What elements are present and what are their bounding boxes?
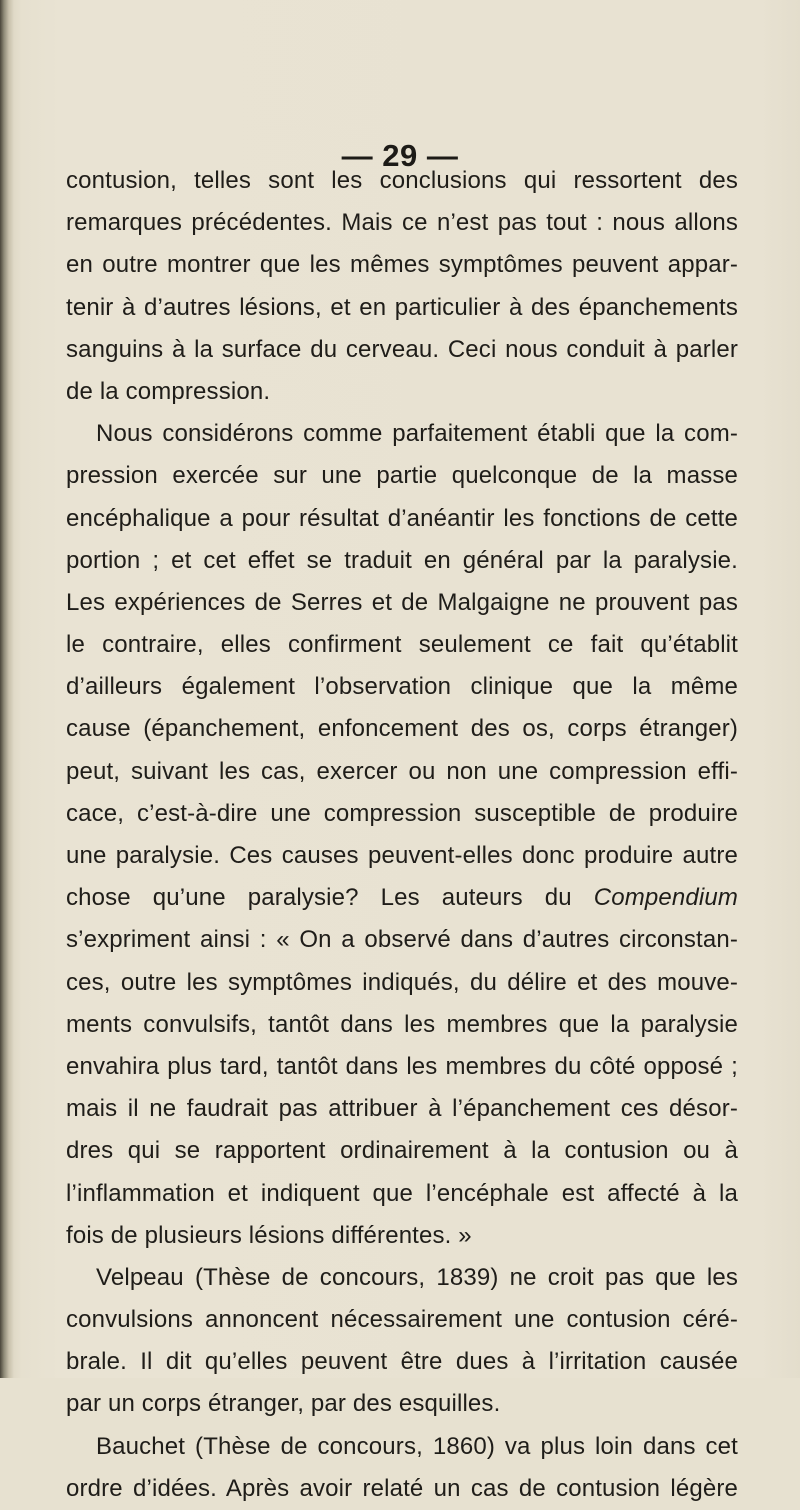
text-line-content: cause (épanchement, enfoncement des os, corps étranger) <box>66 715 738 743</box>
text-line <box>66 1257 738 1299</box>
text-line <box>66 160 738 202</box>
text-line-content: brale. Il dit qu’elles peuvent être dues à l’irritation causée <box>66 1348 738 1376</box>
text-line-content: envahira plus tard, tantôt dans les membres du côté opposé ; <box>66 1052 738 1080</box>
text-line-content: de la compression. <box>66 377 271 405</box>
text-line-content: portion ; et cet effet se traduit en général par la paralysie. <box>66 546 738 574</box>
page-binding-edge <box>0 0 14 1378</box>
text-line <box>66 1088 738 1130</box>
text-line-content: contusion, telles sont les conclusions qui ressortent des <box>66 167 738 194</box>
text-line-content: Velpeau (Thèse de concours, 1839) ne croit pas que les <box>96 1263 738 1291</box>
text-line <box>66 835 738 877</box>
text-line <box>66 708 738 750</box>
italic-title: Compendium <box>593 884 738 912</box>
text-line-content: le contraire, elles confirment seulement ce fait qu’établit <box>66 631 738 659</box>
text-line <box>66 1215 738 1257</box>
text-line <box>66 498 738 540</box>
text-line-content: Nous considérons comme parfaitement établi que la com- <box>96 420 738 448</box>
text-line-content: Bauchet (Thèse de concours, 1860) va plus loin dans cet <box>96 1432 738 1460</box>
text-line <box>66 624 738 666</box>
text-line <box>66 1130 738 1172</box>
text-line-content: par un corps étranger, par des esquilles. <box>66 1390 501 1418</box>
text-line <box>66 1046 738 1088</box>
text-line-content: encéphalique a pour résultat d’anéantir les fonctions de cette <box>66 504 738 532</box>
text-line <box>66 666 738 708</box>
text-line <box>66 962 738 1004</box>
text-line-content: l’inflammation et indiquent que l’encéphale est affecté à la <box>66 1179 738 1207</box>
text-line-content: sanguins à la surface du cerveau. Ceci nous conduit à parler <box>66 335 738 363</box>
text-line-content: ces, outre les symptômes indiqués, du délire et des mouve- <box>66 968 738 996</box>
text-line-content: cace, c’est-à-dire une compression susceptible de produire <box>66 799 738 827</box>
text-line <box>66 1341 738 1383</box>
text-line-content: tenir à d’autres lésions, et en particulier à des épanchements <box>66 293 738 321</box>
page-number: — 29 — <box>341 138 459 173</box>
text-line <box>66 244 738 286</box>
text-line-content: remarques précédentes. Mais ce n’est pas tout : nous allons <box>66 209 738 237</box>
text-line <box>66 202 738 244</box>
text-line-content: dres qui se rapportent ordinairement à la contusion ou à <box>66 1137 738 1165</box>
text-line <box>66 540 738 582</box>
text-line-content: ordre d’idées. Après avoir relaté un cas de contusion légère <box>66 1474 738 1502</box>
text-line <box>66 793 738 835</box>
text-line <box>66 1383 738 1425</box>
text-line-content: chose qu’une paralysie? Les auteurs du <box>66 884 594 912</box>
text-line <box>66 455 738 497</box>
text-line <box>66 751 738 793</box>
body-text <box>66 160 738 1510</box>
text-line <box>66 413 738 455</box>
text-line-content: en outre montrer que les mêmes symptômes peuvent appar- <box>66 251 738 279</box>
text-line <box>66 1173 738 1215</box>
text-line-content: Les expériences de Serres et de Malgaigne ne prouvent pas <box>66 588 738 616</box>
text-line-content: une paralysie. Ces causes peuvent-elles donc produire autre <box>66 842 738 869</box>
text-line-content: peut, suivant les cas, exercer ou non une compression effi- <box>66 757 738 785</box>
text-line <box>66 1004 738 1046</box>
text-line-content: fois de plusieurs lésions différentes. » <box>66 1221 472 1249</box>
text-line <box>66 1299 738 1341</box>
text-line <box>66 1468 738 1510</box>
text-line-content: convulsions annoncent nécessairement une contusion céré- <box>66 1306 738 1334</box>
text-line <box>66 582 738 624</box>
text-line <box>66 919 738 961</box>
text-line-content: d’ailleurs également l’observation clinique que la même <box>66 673 738 701</box>
text-line <box>66 877 738 919</box>
text-line-content: s’expriment ainsi : « On a observé dans d’autres circonstan- <box>66 926 738 954</box>
text-line <box>66 1426 738 1468</box>
text-line-content: ments convulsifs, tantôt dans les membres que la paralysie <box>66 1010 738 1038</box>
text-line <box>66 371 738 413</box>
text-line <box>66 287 738 329</box>
text-line-content: pression exercée sur une partie quelconque de la masse <box>66 462 738 490</box>
text-line <box>66 329 738 371</box>
text-line-content: mais il ne faudrait pas attribuer à l’épanchement ces désor- <box>66 1095 738 1123</box>
